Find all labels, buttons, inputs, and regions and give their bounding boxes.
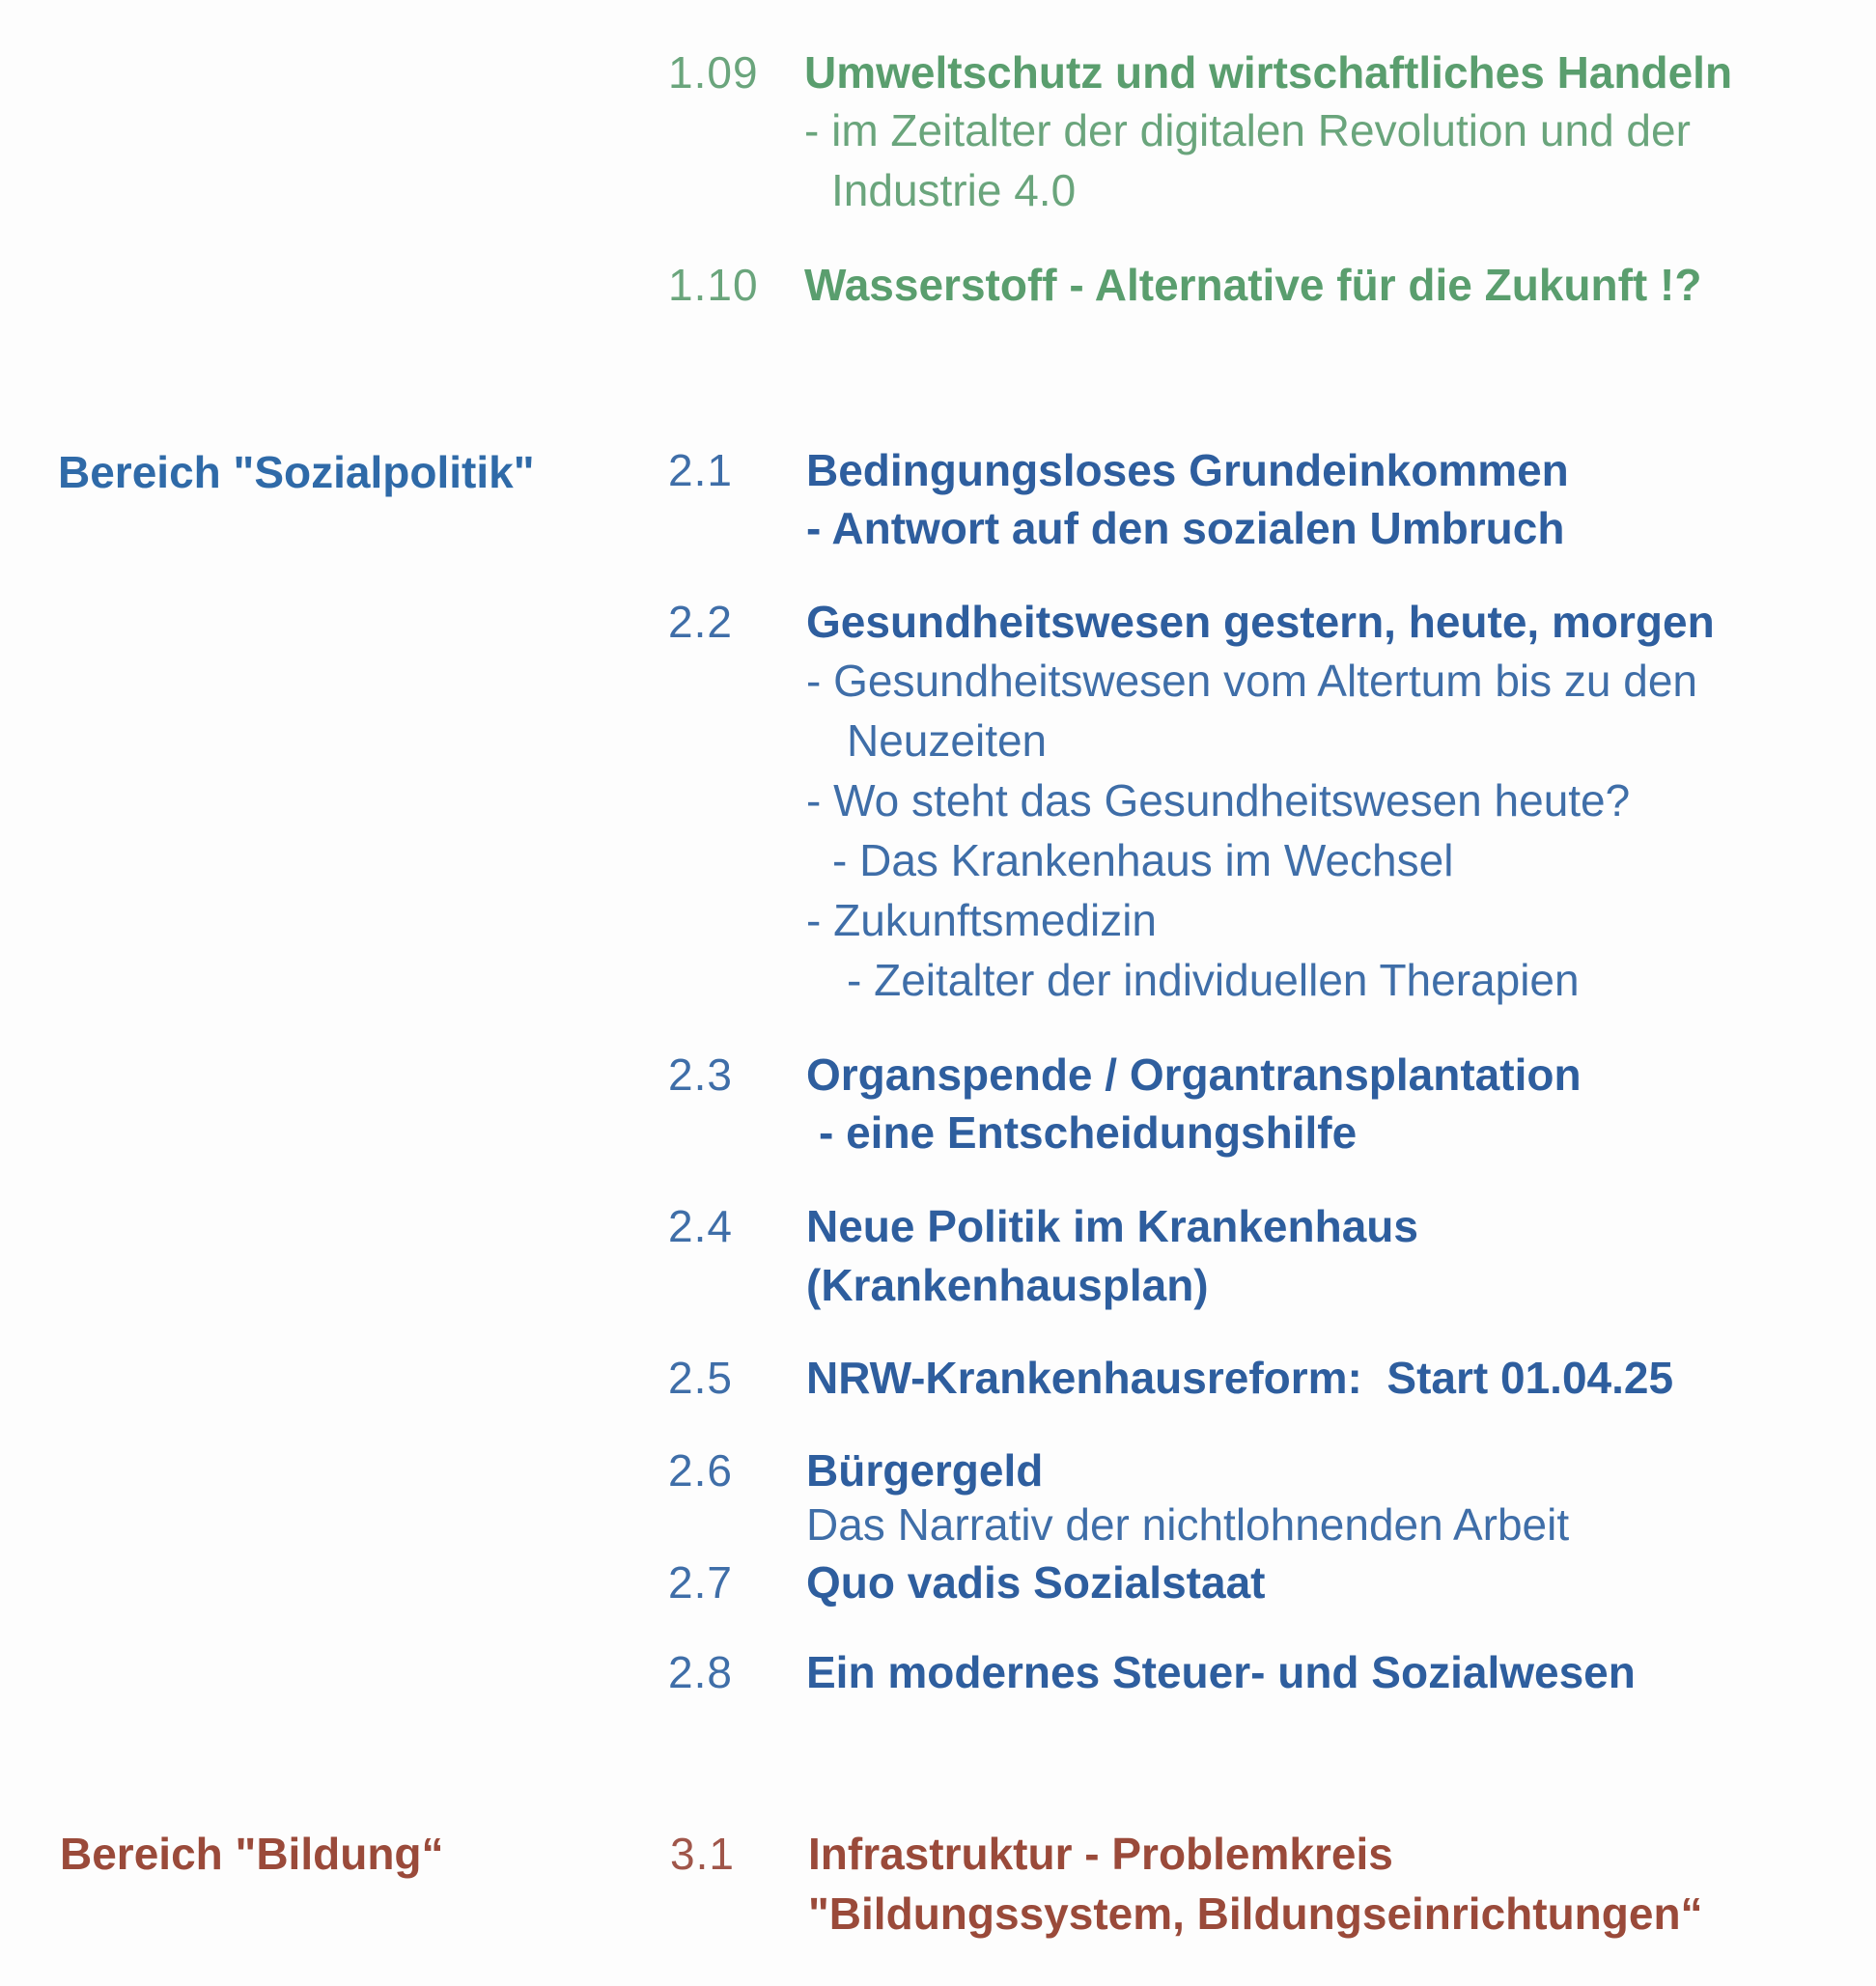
item-title-continued: "Bildungssystem, Bildungseinrichtungen“ [808, 1888, 1703, 1939]
item-title-continued: (Krankenhausplan) [806, 1260, 1209, 1310]
item-number: 2.3 [668, 1049, 733, 1100]
item-title: Infrastruktur - Problemkreis [808, 1829, 1393, 1879]
item-subtitle: Das Narrativ der nichtlohnenden Arbeit [806, 1499, 1570, 1550]
section-heading-bildung: Bereich "Bildung“ [60, 1829, 444, 1879]
item-subtitle: Neuzeiten [847, 715, 1048, 766]
item-number: 2.7 [668, 1557, 733, 1608]
item-number: 2.2 [668, 597, 733, 647]
item-number: 1.09 [668, 47, 759, 98]
item-title: NRW-Krankenhausreform: Start 01.04.25 [806, 1353, 1674, 1403]
item-title: Organspende / Organtransplantation [806, 1049, 1582, 1100]
item-title: Bürgergeld [806, 1445, 1044, 1496]
item-number: 2.8 [668, 1647, 733, 1697]
item-title-continued: - Antwort auf den sozialen Umbruch [806, 503, 1565, 553]
item-title: Gesundheitswesen gestern, heute, morgen [806, 597, 1715, 647]
item-subtitle: - Zeitalter der individuellen Therapien [847, 955, 1580, 1005]
item-title-continued: - eine Entscheidungshilfe [819, 1107, 1358, 1158]
item-title: Neue Politik im Krankenhaus [806, 1201, 1418, 1251]
item-subtitle: - Zukunftsmedizin [806, 895, 1158, 945]
item-number: 2.6 [668, 1445, 733, 1496]
item-title: Bedingungsloses Grundeinkommen [806, 445, 1569, 495]
item-subtitle: - Wo steht das Gesundheitswesen heute? [806, 775, 1631, 825]
item-number: 1.10 [668, 260, 759, 310]
item-subtitle: Industrie 4.0 [831, 165, 1077, 215]
item-title: Ein modernes Steuer- und Sozialwesen [806, 1647, 1636, 1697]
section-heading-sozialpolitik: Bereich "Sozialpolitik" [58, 447, 535, 497]
item-title: Quo vadis Sozialstaat [806, 1557, 1266, 1608]
item-title: Wasserstoff - Alternative für die Zukunft !? [804, 260, 1702, 310]
item-title: Umweltschutz und wirtschaftliches Handeln [804, 47, 1733, 98]
item-number: 3.1 [670, 1829, 735, 1879]
item-subtitle: - Das Krankenhaus im Wechsel [832, 835, 1454, 885]
item-subtitle: - im Zeitalter der digitalen Revolution und der [804, 105, 1691, 155]
item-number: 2.4 [668, 1201, 733, 1251]
item-subtitle: - Gesundheitswesen vom Altertum bis zu den [806, 656, 1698, 706]
item-number: 2.5 [668, 1353, 733, 1403]
item-number: 2.1 [668, 445, 733, 495]
